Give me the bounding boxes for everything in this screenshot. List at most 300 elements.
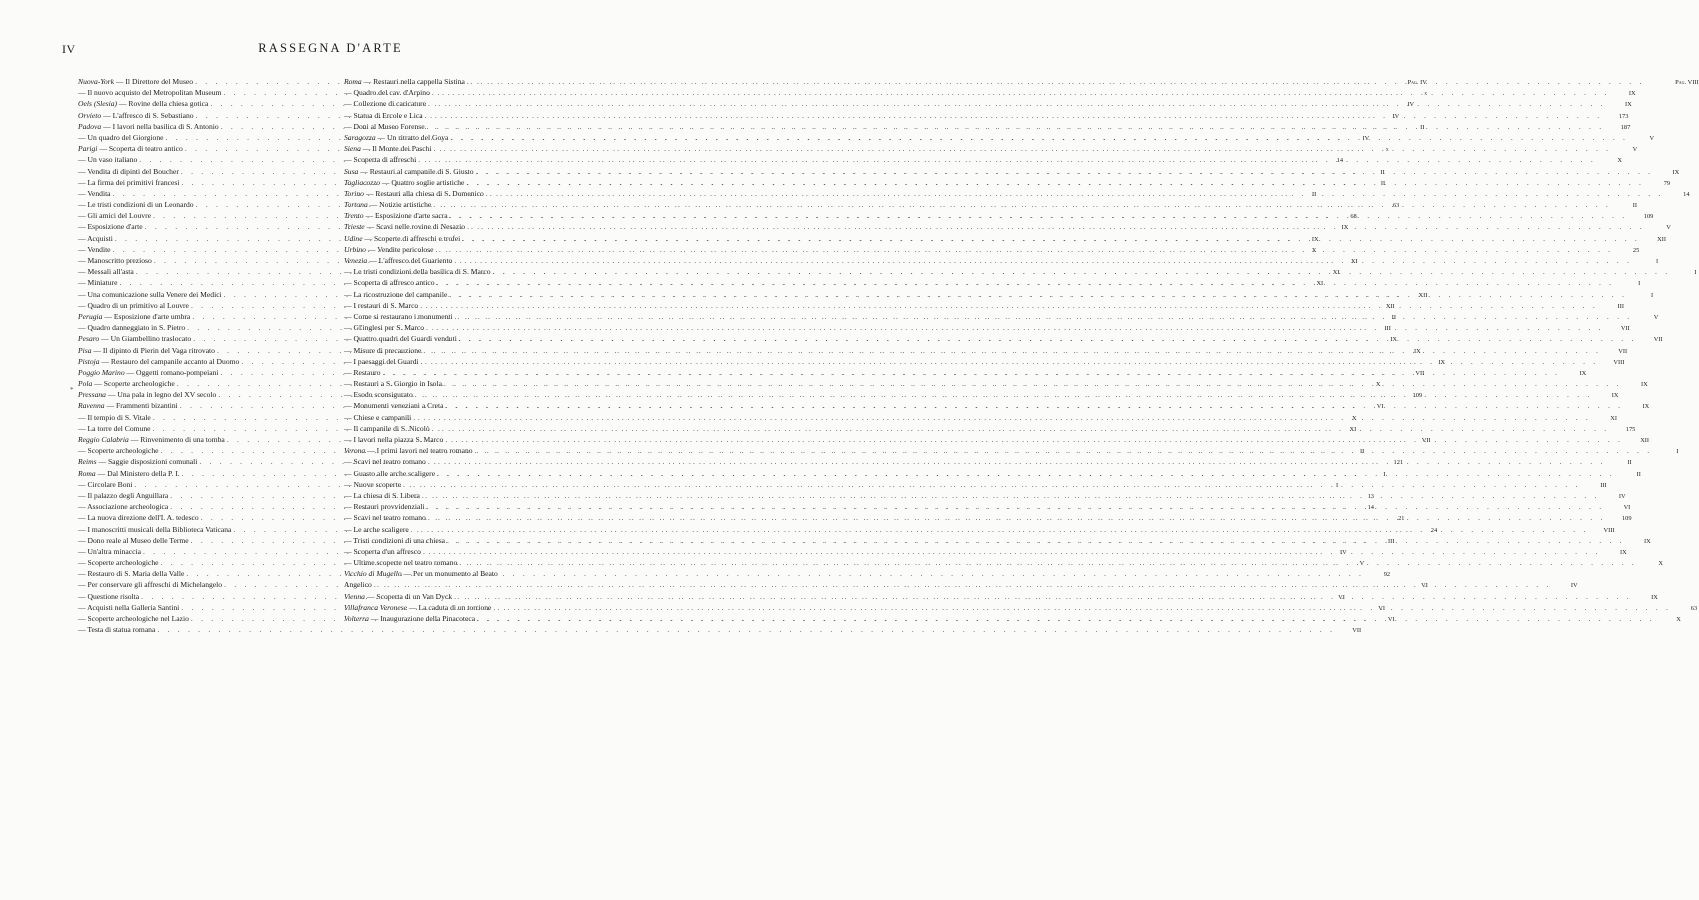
entry-title <box>344 266 491 277</box>
entry-page: VII <box>1415 369 1425 377</box>
entry-place: Tagliacozzo <box>344 177 381 187</box>
entry-place: Trieste <box>344 222 365 232</box>
dot-leader <box>467 76 1645 87</box>
index-entry <box>344 378 1648 389</box>
dot-leader <box>157 624 1335 635</box>
entry-text: — Le arche scaligere <box>344 524 409 534</box>
entry-text: — Circolare Boni <box>78 479 133 489</box>
index-entry <box>344 143 1638 154</box>
entry-title <box>78 624 155 635</box>
entry-page: IX <box>1625 101 1632 109</box>
entry-title <box>344 501 425 512</box>
entry-page: 14 <box>1683 190 1690 198</box>
entry-title <box>78 266 134 277</box>
entry-page: x <box>1385 146 1389 154</box>
entry-title <box>78 591 139 602</box>
dot-leader <box>425 110 1603 121</box>
entry-title <box>344 400 444 411</box>
entry-page: 14 <box>1367 504 1374 512</box>
entry-text: — Vendita <box>78 188 111 198</box>
entry-text: — Dal Ministero della P. I. <box>95 468 180 478</box>
entry-place: Urbino <box>344 244 366 254</box>
entry-page: VI <box>1338 593 1345 601</box>
entry-page: IX <box>1611 392 1619 400</box>
entry-page: VIII <box>1603 526 1615 534</box>
entry-text: — Scoperta di affreschi <box>344 155 417 165</box>
entry-page: Pag. VIII <box>1675 79 1699 86</box>
dot-leader <box>450 210 1628 221</box>
entry-page: XI <box>1316 280 1324 288</box>
dot-leader <box>445 434 1623 445</box>
entry-title <box>344 445 473 456</box>
entry-text: — La firma dei primitivi francesi <box>78 177 180 187</box>
entry-page: VII <box>1618 347 1628 355</box>
entry-text: — Vendita di dipinti del Boucher <box>78 166 179 176</box>
entry-page: II <box>1312 190 1317 198</box>
entry-page: VI <box>1376 403 1384 411</box>
entry-title <box>344 479 401 490</box>
dot-leader <box>454 591 1632 602</box>
entry-title <box>78 423 151 434</box>
entry-title <box>78 87 221 98</box>
entry-title <box>344 602 491 613</box>
entry-title <box>78 188 111 199</box>
dot-leader <box>432 87 1610 98</box>
entry-title <box>344 255 452 266</box>
entry-title <box>78 568 184 579</box>
dot-leader <box>418 154 1596 165</box>
entry-title <box>78 524 231 535</box>
entry-text: — Rovine della chiesa gotica <box>117 99 209 109</box>
dot-leader <box>421 356 1599 367</box>
dot-leader <box>434 143 1612 154</box>
entry-page: X <box>1658 560 1663 568</box>
entry-text: — Quadro del cav. d'Arpino <box>344 88 430 98</box>
entry-text: — Notizie artistiche <box>367 200 432 210</box>
margin-asterisk-mark: * <box>70 386 74 394</box>
entry-text: — Vendite pericolose <box>365 244 434 254</box>
entry-text: — Saggie disposizioni comunali <box>96 457 198 467</box>
entry-page: II <box>1420 123 1425 131</box>
entry-place: Siena <box>344 144 361 154</box>
entry-title <box>344 524 409 535</box>
entry-title <box>344 76 465 87</box>
dot-leader <box>411 524 1589 535</box>
entry-text: — La ricostruzione del campanile <box>344 289 448 299</box>
entry-text: — Statua di Ercole e Lica <box>344 110 423 120</box>
entry-text: — L'affresco di S. Sebastiano <box>101 110 194 120</box>
entry-title <box>344 434 443 445</box>
entry-page: IX <box>1651 593 1658 601</box>
entry-text: — Quattro soglie artistiche <box>380 177 465 187</box>
entry-title <box>78 166 179 177</box>
entry-title <box>78 244 111 255</box>
entry-page: 25 <box>1632 246 1640 254</box>
entry-place: Vienna <box>344 591 365 601</box>
entry-text: — Scavi nel teatro romano <box>344 457 426 467</box>
entry-text: — Messali all'asta <box>78 267 134 277</box>
entry-title <box>78 143 183 154</box>
dot-leader <box>428 512 1606 523</box>
entry-page: IX <box>1438 358 1446 366</box>
entry-page: II <box>1360 448 1365 456</box>
entry-page: 121 <box>1393 459 1404 467</box>
entry-title <box>78 445 159 456</box>
entry-text: — Scoperta di teatro antico <box>97 144 183 154</box>
entry-text: — Esposizione d'arte umbra <box>102 311 191 321</box>
entry-text: — Quadro di un primitivo al Louvre <box>78 300 189 310</box>
entry-place: Saragozza <box>344 132 376 142</box>
entry-title <box>344 143 432 154</box>
dot-leader <box>413 412 1591 423</box>
dot-leader <box>476 166 1654 177</box>
entry-text: — Il palazzo degli Anguillara <box>78 490 169 500</box>
entry-text: — Restauri alla chiesa di S. Domenico <box>363 188 484 198</box>
entry-page: XI <box>1610 414 1618 422</box>
entry-text: — Esposizione d'arte <box>78 222 143 232</box>
entry-title <box>78 434 225 445</box>
entry-title <box>78 345 215 356</box>
entry-text: — Un ritratto del Goya <box>375 132 449 142</box>
entry-text: — Un Giambellino traslocato <box>99 334 192 344</box>
entry-text: — La chiesa di S. Libera <box>344 490 420 500</box>
entry-place: Oels (Slesia) <box>78 99 118 109</box>
entry-page: XI <box>1349 425 1357 433</box>
entry-page: III <box>1600 481 1607 489</box>
entry-title <box>78 311 190 322</box>
entry-title <box>344 367 381 378</box>
dot-leader <box>462 233 1640 244</box>
entry-page: XII <box>1418 291 1428 299</box>
page-number: IV <box>62 42 76 56</box>
dot-leader <box>446 400 1624 411</box>
dot-leader <box>475 445 1653 456</box>
entry-text: — Monumenti veneziani a Creta <box>344 401 444 411</box>
entry-page: X <box>1617 157 1622 165</box>
entry-title <box>78 322 185 333</box>
entry-text: — Un quadro del Giorgione <box>78 132 164 142</box>
entry-place: Vicchio di Mugello <box>344 569 402 579</box>
entry-title <box>78 400 178 411</box>
entry-page: VII <box>1352 627 1362 635</box>
entry-page: IX <box>1628 90 1636 98</box>
entry-page: 92 <box>1383 571 1391 579</box>
entry-page: IV <box>1570 582 1578 590</box>
entry-text: — Per conservare gli affreschi di Michelangelo <box>78 580 223 590</box>
entry-place: Pressana <box>78 390 106 400</box>
entry-title <box>78 76 193 87</box>
entry-title <box>78 613 189 624</box>
entry-text: — I manoscritti musicali della Biblioteca Vaticana <box>78 524 232 534</box>
index-entry <box>344 468 1641 479</box>
entry-page: 187 <box>1620 123 1631 131</box>
entry-page: 14 <box>1336 157 1344 165</box>
entry-title <box>78 378 175 389</box>
entry-text: — Doni al Museo Forense <box>344 121 425 131</box>
entry-page: IV <box>1362 134 1370 142</box>
index-entry <box>344 591 1658 602</box>
entry-title <box>344 132 448 143</box>
entry-text: — Acquisti <box>78 233 113 243</box>
entry-text: — Oggetti romano-pompeiani <box>124 367 219 377</box>
entry-text: — Il Direttore del Museo <box>114 77 194 86</box>
entry-page: II <box>1380 168 1385 176</box>
entry-page: VI <box>1387 616 1395 623</box>
entry-place: Verona <box>344 446 366 456</box>
entry-page: IX <box>1390 336 1397 344</box>
entry-title <box>78 300 189 311</box>
dot-leader <box>428 98 1606 109</box>
entry-text: — Frammenti bizantini <box>104 401 178 411</box>
dot-leader <box>432 423 1610 434</box>
entry-place: Villafranca Veronese <box>344 602 408 612</box>
entry-text: — Restauro di S. Maria della Valle <box>78 569 185 579</box>
dot-leader <box>459 333 1637 344</box>
entry-place: Poggio Marino <box>78 367 125 377</box>
entry-text: — Esposizione d'arte sacra <box>363 211 448 221</box>
entry-page: IV <box>1618 492 1626 500</box>
entry-text: — Restauri a S. Giorgio in Isola <box>344 379 442 389</box>
entry-page: I <box>1638 280 1641 288</box>
entry-text: — Quadro danneggiato in S. Pietro <box>78 323 186 333</box>
entry-title <box>344 512 426 523</box>
entry-text: — Un vaso italiano <box>78 155 138 165</box>
entry-page: IV <box>1392 112 1400 120</box>
index-entry <box>344 244 1640 255</box>
entry-page: V <box>1666 224 1671 232</box>
entry-page: III <box>1384 325 1391 333</box>
entry-page: 24 <box>1430 526 1438 534</box>
entry-title <box>344 412 411 423</box>
dot-leader <box>449 289 1627 300</box>
entry-title <box>344 333 457 344</box>
entry-place: Udine <box>344 233 363 243</box>
entry-text: — Scavi nel teatro romano <box>344 513 426 523</box>
entry-text: — Il nuovo acquisto del Metropolitan Museum <box>78 88 222 98</box>
entry-title <box>344 378 442 389</box>
dot-leader <box>433 199 1611 210</box>
entry-text: — Scoperte di affreschi e trofei <box>362 233 461 243</box>
entry-text: — Scavi nelle rovine di Nesazio <box>364 222 466 232</box>
entry-title <box>344 389 413 400</box>
entry-title <box>344 166 474 177</box>
entry-title <box>344 210 448 221</box>
entry-page: V <box>1649 134 1655 142</box>
entry-place: Trento <box>344 211 364 221</box>
entry-page: IX <box>1579 369 1587 377</box>
entry-page: x <box>1424 90 1428 98</box>
index-entry <box>344 412 1618 423</box>
entry-page: 109 <box>1643 213 1654 221</box>
entry-place: Roma <box>78 468 96 478</box>
entry-place: Tortona <box>344 200 368 210</box>
entry-text: — Ultime scoperte nel teatro romano <box>344 558 458 568</box>
entry-page: 79 <box>1663 179 1671 187</box>
dot-leader <box>426 322 1604 333</box>
entry-place: Nuova-York <box>78 77 115 86</box>
entry-place: Padova <box>78 121 102 131</box>
entry-page: II <box>1636 470 1641 478</box>
entry-page: II <box>1627 459 1632 467</box>
entry-title <box>78 535 189 546</box>
entry-text: — Vendite <box>78 244 111 254</box>
entry-text: — L'affresco del Guariento <box>367 256 453 265</box>
index-entry <box>344 602 1698 613</box>
dot-leader <box>493 602 1671 613</box>
entry-page: IX <box>1644 537 1651 545</box>
entry-page: X <box>1375 381 1381 389</box>
dot-leader <box>466 177 1644 188</box>
entry-text: — La torre del Comune <box>78 423 151 433</box>
entry-title <box>344 110 423 121</box>
entry-text: — Il tempio di S. Vitale <box>78 412 151 422</box>
dot-leader <box>428 456 1606 467</box>
entry-text: — Restauri nella cappella Sistina <box>361 77 465 86</box>
entry-title <box>344 322 424 333</box>
index-entry <box>344 557 1663 568</box>
entry-page: VI <box>1421 582 1428 590</box>
entry-text: — Come si restaurano i monumenti <box>344 311 453 321</box>
entry-text: — Una comunicazione sulla Venere dei Medici <box>78 289 222 299</box>
entry-place: Orvieto <box>78 110 102 120</box>
entry-page: I <box>1676 448 1679 456</box>
entry-place: Roma <box>344 77 362 86</box>
dot-leader <box>383 367 1561 378</box>
entry-page: II <box>1391 313 1397 321</box>
entry-title <box>344 277 435 288</box>
entry-place: Pistoja <box>78 356 100 366</box>
entry-title <box>344 289 447 300</box>
entry-title <box>78 512 199 523</box>
entry-text: — Il Monte dei Paschi <box>360 144 432 154</box>
entry-text: — Le tristi condizioni della basilica di S. Marco <box>344 267 491 277</box>
entry-place: Perugia <box>78 311 103 321</box>
dot-leader <box>493 266 1671 277</box>
entry-text: — Scoperte archeologiche <box>78 446 159 456</box>
entry-text: — Restauri al campanile di S. Giusto <box>358 166 474 176</box>
entry-title <box>78 277 117 288</box>
entry-place: Venezia <box>344 256 368 265</box>
entry-text: Angelico <box>344 580 372 590</box>
entry-title <box>344 568 498 579</box>
entry-title <box>78 121 219 132</box>
entry-page: V <box>1632 146 1638 154</box>
entry-text: — Miniature <box>78 278 118 288</box>
entry-page: 63 <box>1392 202 1400 210</box>
dot-leader <box>403 479 1581 490</box>
entry-title <box>78 356 239 367</box>
entry-text: — Scoperte archeologiche nel Lazio <box>78 614 189 623</box>
entry-page: XI <box>1350 258 1358 265</box>
entry-title <box>344 188 484 199</box>
entry-title <box>344 233 460 244</box>
entry-text: — Restauro del campanile accanto al Duomo <box>99 356 240 366</box>
entry-text: — Misure di precauzione <box>344 345 422 355</box>
dot-leader <box>415 389 1593 400</box>
entry-text: — Un'altra minaccia <box>78 546 141 556</box>
entry-text: — Nuove scoperte <box>344 479 401 489</box>
entry-title <box>78 255 152 266</box>
entry-page: IX <box>1413 347 1421 355</box>
dot-leader <box>423 546 1601 557</box>
entry-title <box>344 221 465 232</box>
entry-page: IX <box>1341 224 1349 232</box>
dot-leader <box>423 345 1601 356</box>
entry-place: Reggio Calabria <box>78 435 129 444</box>
dot-leader <box>447 535 1625 546</box>
running-title: RASSEGNA D'ARTE <box>258 41 403 55</box>
entry-page: I <box>1336 481 1339 489</box>
entry-title <box>344 490 420 501</box>
entry-title <box>78 389 216 400</box>
entry-title <box>78 490 168 501</box>
dot-leader <box>455 311 1633 322</box>
dot-leader <box>459 557 1637 568</box>
entry-title <box>344 177 464 188</box>
entry-text: — Testa di statua romana <box>78 625 156 635</box>
entry-text: — Tristi condizioni di una chiesa <box>344 535 446 545</box>
entry-text: — Scoperte archeologiche <box>92 379 175 389</box>
entry-title <box>344 199 431 210</box>
entry-text: — Scoperta d'un affresco <box>344 546 421 556</box>
dot-leader <box>444 378 1622 389</box>
entry-text: — Scoperte archeologiche <box>78 558 159 568</box>
entry-text: — Chiese e campanili <box>344 412 412 422</box>
entry-text: — Una pala in legno del XV secolo <box>105 390 217 400</box>
entry-text: — Esodo sconsigurato <box>344 390 413 400</box>
entry-title <box>78 579 222 590</box>
dot-leader <box>437 468 1615 479</box>
dot-leader <box>467 221 1645 232</box>
entry-page: X <box>1311 246 1317 254</box>
entry-page: XII <box>1385 302 1395 310</box>
entry-page: VII <box>1653 336 1663 344</box>
dot-leader <box>486 188 1664 199</box>
entry-page: V <box>1359 560 1365 568</box>
entry-title <box>344 87 430 98</box>
entry-title <box>78 479 132 490</box>
entry-text: — Manoscritto prezioso <box>78 256 152 265</box>
entry-title <box>78 412 151 423</box>
entry-place: Torino <box>344 188 364 198</box>
entry-text: — I primi lavori nel teatro romano <box>365 446 473 456</box>
entry-page: II <box>1380 179 1386 187</box>
entry-place: Ravenna <box>78 401 105 411</box>
entry-place: Pola <box>78 379 93 389</box>
entry-text: — Il campanile di S. Nicolò <box>344 423 430 433</box>
entry-page: I <box>1655 258 1659 265</box>
entry-text: — Gl'inglesi per S. Marco <box>344 323 425 333</box>
entry-text: — Restauri provvidenziali <box>344 502 425 512</box>
dot-leader <box>427 121 1605 132</box>
entry-place: Volterra <box>344 614 369 623</box>
entry-page: XII <box>1657 235 1667 243</box>
entry-title <box>344 300 418 311</box>
entry-title <box>78 110 194 121</box>
entry-title <box>344 613 475 624</box>
entry-page: 173 <box>1618 112 1629 120</box>
entry-place: Reims <box>78 457 97 467</box>
entry-title <box>78 333 191 344</box>
entry-text: — Collezione di caricature <box>344 99 427 109</box>
entry-page: XII <box>1640 437 1650 444</box>
entry-title <box>78 98 208 109</box>
entry-title <box>78 289 222 300</box>
entry-page: 109 <box>1621 515 1632 523</box>
entry-place: Parigi <box>78 144 98 154</box>
entry-text: — Quattro quadri del Guardi venduti <box>344 334 457 344</box>
index-entry <box>344 233 1667 244</box>
